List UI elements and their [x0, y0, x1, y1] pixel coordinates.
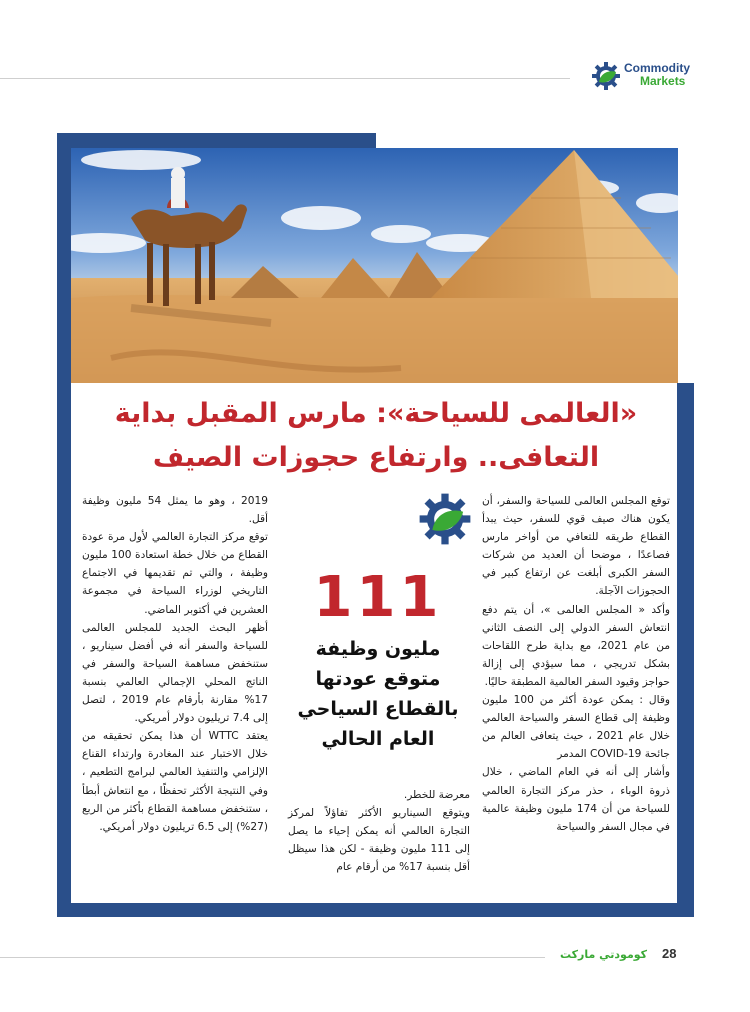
headline-line-2: التعافى.. وارتفاع حجوزات الصيف	[152, 442, 600, 473]
pyramids-camel-desert-photo	[71, 148, 678, 383]
bottom-divider	[0, 957, 545, 958]
paragraph: 2019 ، وهو ما يمثل 54 مليون وظيفة أقل.	[82, 495, 268, 526]
paragraph: وقال : يمكن عودة أكثر من 100 مليون وظيفة إلى قطاع السفر والسياحة العالمي خلال عام 2021 ، حيث يتعافى العالم من جائحة COVID-19 المدمر	[482, 694, 671, 761]
paragraph: يعتقد WTTC أن هذا يمكن تحقيقه من خلال الاختبار عند المغادرة وارتداء القناع الإلزامي والتنفيذ العالمي لبرامج التطعيم ، وفي النتيجة الأكثر تحفظًا ، مع انتعاش أبطأ ، ستنخفض مساهمة القطاع بأكثر من الربع (27%) إلى 6.5 تريليون دولار أمريكي.	[82, 730, 268, 833]
highlight-line: بالقطاع السياحي	[297, 698, 459, 720]
gear-leaf-icon	[416, 490, 474, 548]
paragraph: أظهر البحث الجديد للمجلس العالمى للسياحة والسفر أنه في أفضل سيناريو ، ستنخفض مساهمة السياحة والسفر في الناتج المحلي الإجمالي العالمي بنسبة 17% مقارنة بأرقام عام 2019 ، لتصل إلى 7.4 تريليون دولار أمريكي.	[82, 621, 268, 725]
paragraph: وأكد « المجلس العالمى »، أن يتم دفع انتعاش السفر الدولي إلى النصف الثاني من عام 2021، مع بداية طرح اللقاحات بشكل تدريجي ، مما سيؤدي إلى إزالة حواجز وقيود السفر العالمية المطبقة حاليًا.	[482, 603, 670, 688]
highlight-line: العام الحالي	[321, 728, 435, 750]
footer-brand: كومودتي ماركت	[560, 948, 648, 961]
headline-line-1: «العالمى للسياحة»: مارس المقبل بداية	[114, 398, 638, 429]
highlight-number: 111	[313, 565, 443, 630]
top-divider	[0, 78, 570, 79]
article-column-left	[82, 492, 268, 836]
logo-text-line1: Commodity	[624, 61, 690, 75]
paragraph: ويتوقع السيناريو الأكثر تفاؤلاً لمركز التجارة العالمي أنه يمكن إحياء ما يصل إلى 111 مليون وظيفة - لكن هذا سيظل أقل بنسبة 17% من أرقام عام	[288, 807, 470, 874]
commodity-markets-logo	[590, 58, 710, 94]
highlight-line: متوقع عودتها	[315, 668, 441, 690]
highlight-quote	[280, 634, 476, 754]
highlight-line: مليون وظيفة	[315, 638, 441, 660]
article-column-middle	[288, 786, 470, 876]
article-column-right	[482, 492, 670, 836]
page-number: 28	[662, 946, 677, 961]
article-headline	[78, 392, 674, 480]
paragraph: وأشار إلى أنه في العام الماضي ، خلال ذروة الوباء ، حذر مركز التجارة العالمي للسياحة من أن 174 مليون وظيفة عالمية في مجال السفر والسياحة	[482, 766, 670, 833]
gear-leaf-icon	[590, 60, 622, 92]
paragraph: توقع مركز التجارة العالمي لأول مرة عودة القطاع من خلال خطة استعادة 100 مليون وظيفة ، والتي تم تقديمها في الاجتماع التاريخي لوزراء السياحة في مجموعة العشرين في أكتوبر الماضي.	[82, 531, 268, 616]
paragraph: توقع المجلس العالمى للسياحة والسفر، أن يكون هناك صيف قوي للسفر، حيث يبدأ القطاع طريقه للتعافي من أواخر مارس فصاعدًا ، موضحا أن العديد من شركات السفر الكبرى أبلغت عن ارتفاع كبير في الحجوزات الآجلة.	[482, 495, 670, 598]
paragraph: معرضة للخطر.	[403, 789, 470, 801]
photo-illustration	[71, 148, 678, 383]
logo-text-line2: Markets	[640, 74, 686, 88]
